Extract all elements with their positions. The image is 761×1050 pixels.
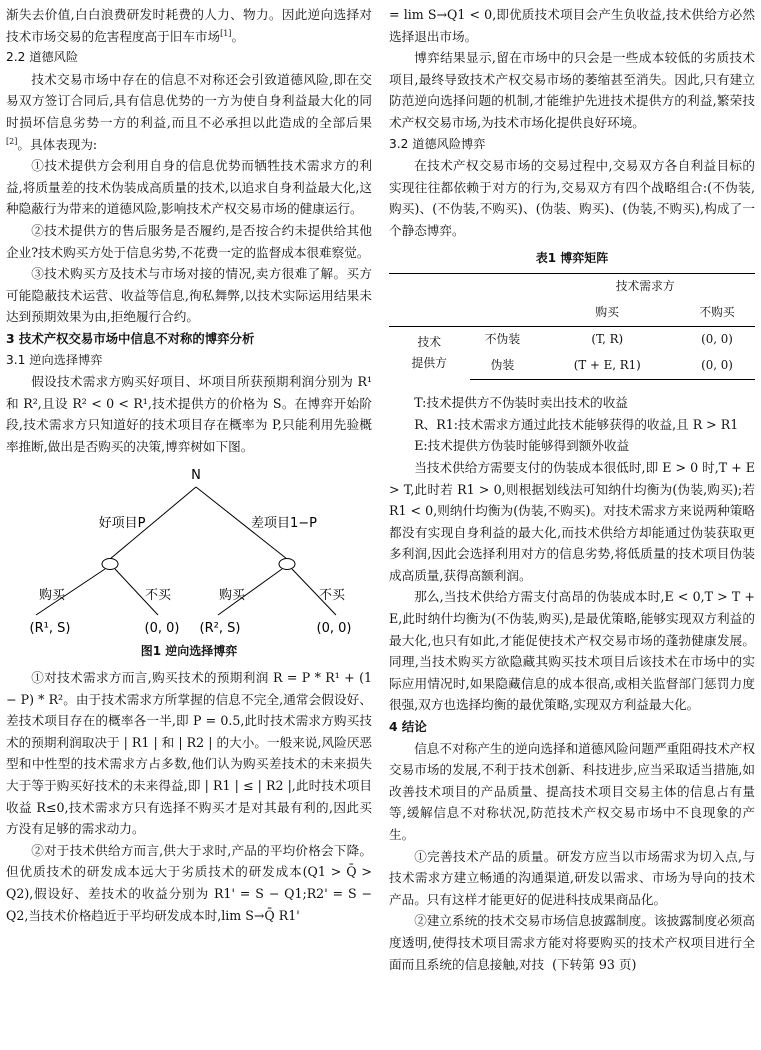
paragraph: ②建立系统的技术交易市场信息披露制度。该披露制度必须高度透明,使得技术项目需求方能对将要购买的技术产权项目进行全面而且系统的信息接触,对技 (下转第 93 页)	[389, 913, 755, 972]
table-cell: (T, R)	[591, 332, 624, 347]
paragraph: 渐失去价值,白白浪费研发时耗费的人力、物力。因此逆向选择对技术市场交易的危害程度高于旧车市场[1]。	[6, 7, 372, 44]
row-label: 不伪装	[484, 332, 521, 347]
paragraph: ①对技术需求方而言,购买技术的预期利润 R = P * R¹ + (1 − P) * R²。由于技术需求方所掌握的信息不完全,通常会假设好、差技术项目存在的概率各一半,即 P = 0.5,此时技术需求方购买技术的预期利润取决于 | R1 | 和 | R2 | 的大小。一般来说,风险厌恶型和中性型的技术需求方占多数,他们认为购买差技术的未来损失大于等于购买好技术的未来得益,即 | R1 | ≤ | R2 |,此时技术项目收益 R≤0,技术需求方只有选择不购买才是对其最有利的,因此买方没有足够的需求动力。	[6, 670, 372, 837]
citation: [1]	[220, 28, 232, 38]
section-heading-3-2: 3.2 道德风险博弈	[389, 136, 486, 151]
game-matrix-table	[389, 273, 755, 380]
table-cell: (0, 0)	[679, 353, 755, 380]
payoff-2: (0, 0)	[144, 621, 180, 636]
paragraph: 在技术产权交易市场的交易过程中,交易双方各自利益目标的实现往往都依赖于对方的行为,交易双方有四个战略组合:(不伪装,购买)、(不伪装,不购买)、(伪装、购买)、(伪装,不购买),构成了一个静态博弈。	[389, 158, 755, 238]
game-tree-diagram	[6, 465, 372, 635]
root-label: N	[191, 468, 201, 484]
paragraph: 那么,当技术供给方需支付高昂的伪装成本时,E < 0,T > T + E,此时纳什均衡为(不伪装,购买),是最优策略,能够实现双方利益的最大化,也只有如此,才能促使技术产权交易市场的蓬勃健康发展。同理,当技术购买方欲隐藏其购买技术项目后该技术在市场中的实际应用情况时,如果隐藏信息的成本很高,或相关监督部门惩罚力度很强,双方也选择均衡的最优策略,实现双方利益最大化。	[389, 589, 755, 713]
buy-label-2: 购买	[218, 588, 246, 604]
section-heading-3-1: 3.1 逆向选择博弈	[6, 352, 103, 367]
paragraph: 技术交易市场中存在的信息不对称还会引致道德风险,即在交易双方签订合同后,具有信息优势的一方为使自身利益最大化的同时损坏信息劣势一方的利益,而且不必承担以此造成的全部后果[2]。具体表现为:	[6, 71, 372, 152]
node-good	[102, 559, 118, 570]
col-header-buy: 购买	[535, 300, 679, 327]
paragraph: ②技术提供方的售后服务是否履约,是否按合约未提供给其他企业?技术购买方处于信息劣势,不花费一定的监督成本很难察觉。	[6, 222, 372, 260]
buy-label-1: 购买	[38, 588, 66, 604]
col-header-nobuy: 不购买	[679, 300, 755, 327]
section-heading-3: 3 技术产权交易市场中信息不对称的博弈分析	[6, 330, 255, 346]
table-cell: (T + E, R1)	[535, 353, 679, 380]
paragraph: ②对于技术供给方而言,供大于求时,产品的平均价格会下降。但优质技术的研发成本远大于劣质技术的研发成本(Q1 > Q̄ > Q2),假设好、差技术的收益分别为 R1' = S − Q1;R2' = S − Q2,当技术价格趋近于平均研发成本时,lim S→Q̄ R1'	[6, 842, 372, 923]
table-caption: 表1 博弈矩阵	[535, 250, 609, 265]
section-heading-2-2: 2.2 道德风险	[6, 50, 79, 65]
payoff-1: (R¹, S)	[29, 621, 71, 636]
branch-bad-label: 差项目1−P	[250, 516, 318, 532]
col-group-header: 技术需求方	[535, 274, 755, 301]
paragraph: = lim S→Q1 < 0,即优质技术项目会产生负收益,技术供给方必然选择退出市场。	[389, 7, 755, 44]
nobuy-label-1: 不买	[144, 588, 172, 604]
figure-caption: 图1 逆向选择博弈	[140, 644, 238, 659]
note: E:技术提供方伪装时能够得到额外收益	[414, 438, 630, 454]
table-cell: (0, 0)	[701, 332, 733, 347]
table-row	[389, 327, 755, 354]
payoff-4: (0, 0)	[316, 621, 352, 636]
paragraph: 博弈结果显示,留在市场中的只会是一些成本较低的劣质技术项目,最终导致技术产权交易市场的萎缩甚至消失。因此,只有建立防范逆向选择问题的机制,才能维护先进技术提供方的利益,繁荣技术产权交易市场,为技术市场化提供良好环境。	[389, 50, 755, 130]
section-heading-4: 4 结论	[389, 719, 427, 735]
paragraph: 信息不对称产生的逆向选择和道德风险问题严重阻碍技术产权交易市场的发展,不利于技术创新、科技进步,应当采取适当措施,如改善技术项目的产品质量、提高技术项目交易主体的信息占有量等,缓解信息不对称状况,防范技术产权交易市场中不良现象的产生。	[389, 740, 755, 842]
right-column	[389, 4, 755, 975]
paragraph: ①完善技术产品的质量。研发方应当以市场需求为切入点,与技术需求方建立畅通的沟通渠道,研发以需求、市场为导向的技术产品。只有这样才能更好的促进科技成果商品化。	[389, 848, 755, 907]
citation: [2]	[6, 136, 18, 146]
continuation-note: (下转第 93 页)	[552, 956, 637, 972]
paragraph: 当技术供给方需要支付的伪装成本很低时,即 E > 0 时,T + E > T,此时若 R1 > 0,则根据划线法可知纳什均衡为(伪装,购买);若 R1 < 0,则纳什均衡为(伪装,不购买)。对技术需求方来说两种策略都没有实现自身利益的最大化,而技术供给方却能通过伪装获取更多利润,因此会选择利用对方的信息劣势,将低质量的技术项目伪装成高质量,获得高额利润。	[389, 459, 755, 583]
paragraph: 假设技术需求方购买好项目、坏项目所获预期利润分别为 R¹ 和 R²,且设 R² < 0 < R¹,技术提供方的价格为 S。在博弈开始阶段,技术需求方只知道好的技术项目存在概率为 P,只能利用先验概率推断,做出是否购买的决策,博弈树如下图。	[6, 374, 372, 454]
note: R、R1:技术需求方通过此技术能够获得的收益,且 R > R1	[414, 416, 739, 432]
row-label: 伪装	[470, 353, 536, 380]
paragraph: ①技术提供方会利用自身的信息优势而牺牲技术需求方的利益,将质量差的技术伪装成高质量的技术,以追求自身利益最大化,这种隐蔽行为带来的道德风险,影响技术产权交易市场的健康运行。	[6, 158, 372, 217]
payoff-3: (R², S)	[199, 621, 241, 636]
branch-good-label: 好项目P	[98, 516, 146, 532]
note: T:技术提供方不伪装时卖出技术的收益	[414, 395, 628, 411]
node-bad	[279, 559, 295, 570]
left-column	[6, 4, 372, 926]
nobuy-label-2: 不买	[318, 588, 346, 604]
paragraph: ③技术购买方及技术与市场对接的情况,卖方很难了解。买方可能隐蔽技术运营、收益等信息,徇私舞弊,以技术实际运用结果未达到预期效果为由,拒绝履行合约。	[6, 266, 372, 325]
row-group-header: 技术 提供方	[411, 334, 447, 371]
